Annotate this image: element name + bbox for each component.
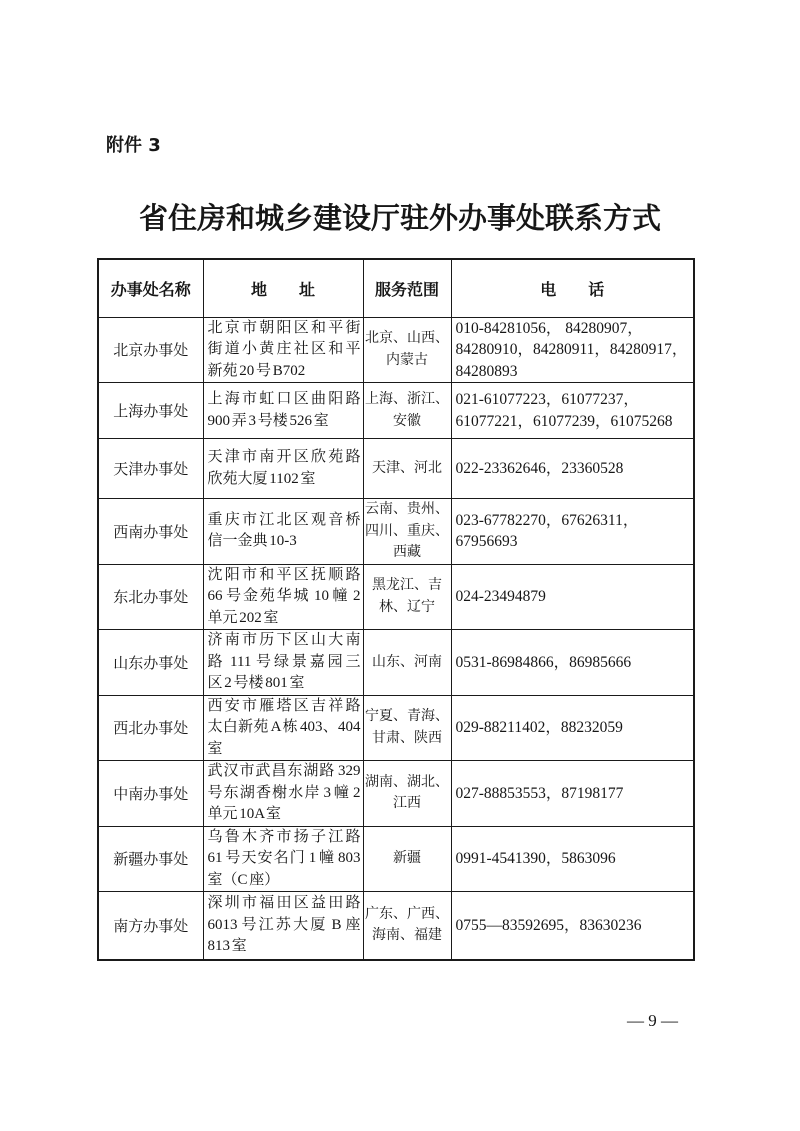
address-line: 室 <box>207 740 223 757</box>
office-name-cell: 西南办事处 <box>98 499 203 565</box>
service-area-line: 广东、广西、 <box>365 906 449 922</box>
service-area-line: 内蒙古 <box>386 352 428 368</box>
attachment-label: 附件 3 <box>106 135 161 156</box>
table-row <box>98 826 694 892</box>
service-area-line: 海南、福建 <box>372 928 442 944</box>
phone-cell <box>451 630 694 696</box>
phone-line: 61077221，61077239，61075268 <box>455 412 673 430</box>
address-line: 济南市历下区山大南 <box>207 632 361 648</box>
address-line: 61 号天安名门 1 幢 803 <box>207 850 361 866</box>
address-line: 室（C 座） <box>207 871 280 888</box>
header-service-area: 服务范围 <box>363 259 451 317</box>
address-line: 单元 10A 室 <box>207 806 282 822</box>
address-line: 新苑 20 号 B702 <box>207 362 306 379</box>
office-name-cell: 上海办事处 <box>98 383 203 439</box>
address-cell <box>203 892 363 960</box>
service-area-cell <box>363 439 451 499</box>
address-cell <box>203 317 363 383</box>
table-row <box>98 761 694 827</box>
address-line: 66 号金苑华城 10 幢 2 <box>207 588 361 604</box>
service-area-cell <box>363 826 451 892</box>
address-cell <box>203 439 363 499</box>
phone-line: 84280893 <box>455 362 518 380</box>
phone-line: 024-23494879 <box>455 588 546 605</box>
table-body <box>98 317 694 960</box>
address-cell <box>203 826 363 892</box>
phone-line: 027-88853553，87198177 <box>455 784 624 802</box>
phone-line: 022-23362646，23360528 <box>455 459 624 477</box>
address-line: 西安市雁塔区吉祥路 <box>207 697 361 714</box>
service-area-cell <box>363 630 451 696</box>
phone-line: 0991-4541390，5863096 <box>455 850 616 867</box>
table-row <box>98 317 694 383</box>
phone-line: 021-61077223，61077237， <box>455 391 639 408</box>
service-area-cell <box>363 892 451 960</box>
address-line: 信一金典 10-3 <box>207 533 297 550</box>
service-area-cell <box>363 564 451 630</box>
phone-line: 84280910，84280911，84280917， <box>455 341 688 358</box>
phone-cell <box>451 499 694 565</box>
header-phone: 电 话 <box>451 259 694 317</box>
address-line: 沈阳市和平区抚顺路 <box>207 566 361 583</box>
table-row <box>98 383 694 439</box>
office-name-cell: 东北办事处 <box>98 564 203 630</box>
office-name-cell: 山东办事处 <box>98 630 203 696</box>
address-line: 太白新苑 A 栋 403、404 <box>207 719 361 735</box>
phone-cell <box>451 564 694 630</box>
table-row <box>98 695 694 761</box>
header-address: 地 址 <box>203 259 363 317</box>
address-cell <box>203 695 363 761</box>
address-line: 上海市虹口区曲阳路 <box>207 391 361 407</box>
phone-cell <box>451 439 694 499</box>
address-line: 天津市南开区欣苑路 <box>207 449 361 465</box>
address-line: 乌鲁木齐市扬子江路 <box>207 828 361 845</box>
phone-line: 010-84281056， 84280907， <box>455 319 643 337</box>
address-line: 街道小黄庄社区和平 <box>207 341 361 357</box>
phone-line: 0755—83592695，83630236 <box>455 916 642 934</box>
table-row <box>98 892 694 960</box>
address-line: 900 弄 3 号楼 526 室 <box>207 412 329 429</box>
service-area-line: 林、辽宁 <box>379 599 435 615</box>
phone-cell <box>451 317 694 383</box>
phone-cell <box>451 826 694 892</box>
service-area-line: 江西 <box>393 796 421 812</box>
address-line: 813 室 <box>207 938 247 954</box>
service-area-cell <box>363 317 451 383</box>
phone-cell <box>451 383 694 439</box>
service-area-line: 天津、河北 <box>372 460 442 476</box>
address-line: 单元 202 室 <box>207 609 279 626</box>
service-area-line: 四川、重庆、 <box>365 523 449 539</box>
address-cell <box>203 564 363 630</box>
phone-cell <box>451 892 694 960</box>
service-area-cell <box>363 695 451 761</box>
address-cell <box>203 761 363 827</box>
office-contact-table <box>97 258 695 961</box>
office-name-cell: 北京办事处 <box>98 317 203 383</box>
address-cell <box>203 383 363 439</box>
table-row <box>98 439 694 499</box>
address-line: 号东湖香榭水岸 3 幢 2 <box>207 784 361 801</box>
phone-line: 67956693 <box>455 533 518 551</box>
page-number: — 9 — <box>627 1011 678 1030</box>
header-office-name: 办事处名称 <box>98 259 203 317</box>
address-line: 重庆市江北区观音桥 <box>207 511 361 528</box>
address-line: 路 111 号绿景嘉园三 <box>207 653 361 670</box>
address-cell <box>203 630 363 696</box>
phone-line: 0531-86984866，86985666 <box>455 653 632 671</box>
service-area-line: 甘肃、陕西 <box>372 730 442 746</box>
service-area-line: 宁夏、青海、 <box>365 709 449 725</box>
page-title: 省住房和城乡建设厅驻外办事处联系方式 <box>138 201 661 235</box>
service-area-line: 黑龙江、吉 <box>372 578 442 594</box>
service-area-line: 云南、贵州、 <box>365 502 449 517</box>
service-area-line: 湖南、湖北、 <box>365 774 449 790</box>
office-name-cell: 天津办事处 <box>98 439 203 499</box>
address-line: 6013 号江苏大厦 B 座 <box>207 916 361 933</box>
service-area-line: 上海、浙江、 <box>365 392 449 407</box>
address-line: 欣苑大厦 1102 室 <box>207 470 316 487</box>
phone-line: 029-88211402，88232059 <box>455 719 623 736</box>
service-area-cell <box>363 499 451 565</box>
address-line: 深圳市福田区益田路 <box>207 895 361 911</box>
service-area-line: 新疆 <box>393 851 421 866</box>
address-line: 区 2 号楼 801 室 <box>207 675 305 691</box>
service-area-line: 西藏 <box>393 545 421 560</box>
phone-cell <box>451 695 694 761</box>
service-area-cell <box>363 383 451 439</box>
office-name-cell: 南方办事处 <box>98 892 203 960</box>
service-area-line: 安徽 <box>393 413 421 429</box>
office-name-cell: 新疆办事处 <box>98 826 203 892</box>
table-row <box>98 499 694 565</box>
service-area-line: 山东、河南 <box>372 654 442 670</box>
table-header-row <box>98 259 694 317</box>
table-row <box>98 630 694 696</box>
address-cell <box>203 499 363 565</box>
phone-cell <box>451 761 694 827</box>
address-line: 北京市朝阳区和平街 <box>207 319 361 336</box>
table-row <box>98 564 694 630</box>
service-area-line: 北京、山西、 <box>365 331 449 347</box>
phone-line: 023-67782270，67626311， <box>455 511 639 529</box>
address-line: 武汉市武昌东湖路 329 <box>207 763 361 779</box>
office-name-cell: 中南办事处 <box>98 761 203 827</box>
office-name-cell: 西北办事处 <box>98 695 203 761</box>
service-area-cell <box>363 761 451 827</box>
